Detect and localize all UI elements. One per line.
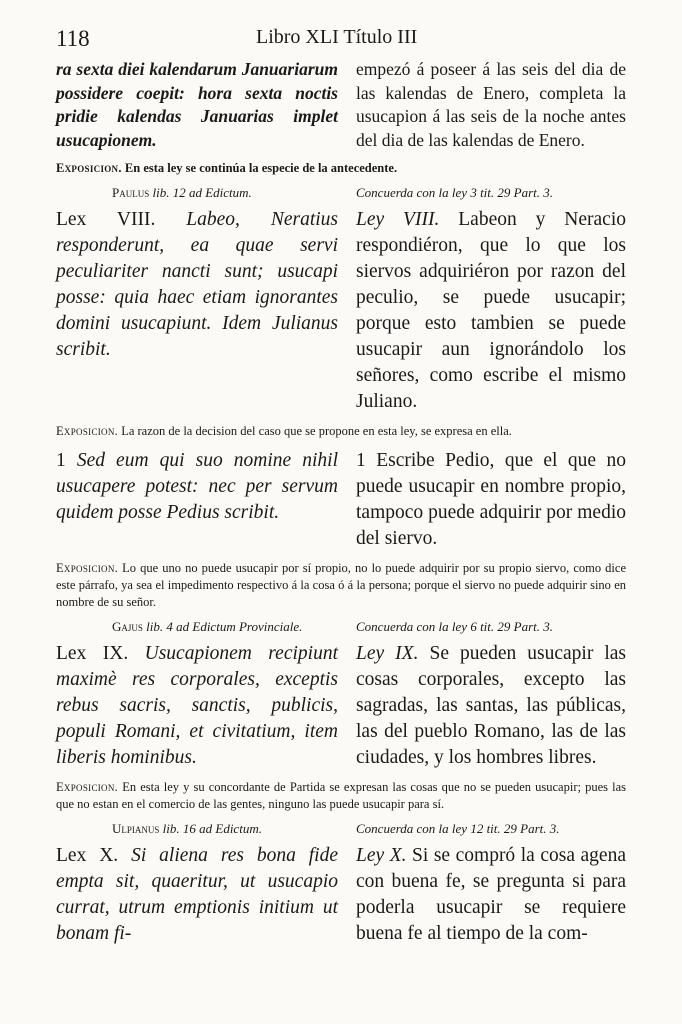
exposicion-3 [56, 560, 626, 611]
section-lex-ix [56, 641, 626, 771]
exposicion-text: Lo que uno no puede usucapir por sí propio, no lo puede adquirir por su propio siervo, como dice este párrafo, ya sea el impedimento respectivo á la cosa ó á la persona; porque el siervo no puede adquirir sino en nombre de su señor. [56, 561, 626, 609]
source-work: lib. 4 ad Edictum Provinciale. [146, 619, 303, 634]
spanish-text [356, 843, 626, 947]
paragraph-number: 1 [356, 450, 366, 471]
latin-body: Si aliena res bona fide empta sit, quaeritur, ut usucapio currat, utrum emptionis initium ut bonam fi- [56, 845, 339, 944]
spanish-body: Escribe Pedio, que el que no puede usucapir en nombre propio, tampoco puede adquirir por medio del siervo. [356, 450, 626, 549]
section-lex-x [56, 843, 626, 947]
latin-text: ra sexta diei kalendarum Januariarum possidere coepit: hora sexta noctis pridie kalendas Januarias implet usucapionem. [56, 59, 338, 150]
concordance: Concuerda con la ley 12 tit. 29 Part. 3. [356, 821, 560, 836]
spanish-body: Labeon y Neracio respondiéron, que lo que los siervos adquiriéron por razon del peculio, se puede usucapir; porque esto tambien se puede usucapir aun ignorándolo los señores, como escribe el mismo Juliano. [356, 209, 626, 412]
exposicion-text: La razon de la decision del caso que se propone en esta ley, se expresa en ella. [121, 424, 512, 438]
ley-heading: Ley VIII. [356, 209, 440, 230]
spanish-text [356, 448, 626, 552]
exposicion-2 [56, 423, 626, 440]
latin-source [56, 185, 338, 201]
source-author: Ulpianus [112, 821, 160, 836]
latin-text [56, 843, 338, 947]
source-author: Gajus [112, 619, 143, 634]
source-author: Paulus [112, 185, 150, 200]
exposicion-text: En esta ley se continúa la especie de la antecedente. [124, 161, 398, 175]
source-line-3 [56, 821, 626, 837]
concordance: Concuerda con la ley 3 tit. 29 Part. 3. [356, 185, 554, 200]
ley-heading: Ley IX. [356, 643, 419, 664]
exposicion-label: Exposicion. [56, 424, 119, 438]
lex-heading: Lex IX. [56, 643, 129, 664]
exposicion-label: Exposicion. [56, 161, 122, 175]
latin-body: Labeo, Neratius responderunt, ea quae servi peculiariter nancti sunt; usucapi posse: quia haec etiam ignorantes domini usucapiunt. Idem Julianus scribit. [56, 209, 339, 360]
concordance: Concuerda con la ley 6 tit. 29 Part. 3. [356, 619, 554, 634]
latin-text [56, 641, 338, 771]
spanish-body: Si se compró la cosa agena con buena fe, se pregunta si para poderla usucapir se requiere buena fe al tiempo de la com- [356, 845, 626, 944]
section-paragraph-1 [56, 448, 626, 552]
page-number: 118 [56, 26, 90, 51]
book-page [56, 24, 626, 951]
page-header [56, 24, 626, 58]
spanish-text [356, 207, 626, 415]
source-line-2 [56, 619, 626, 635]
source-work: lib. 16 ad Edictum. [162, 821, 262, 836]
latin-body: Sed eum qui suo nomine nihil usucapere potest: nec per servum quidem posse Pedius scribit. [56, 450, 338, 523]
exposicion-text: En esta ley y su concordante de Partida se expresan las cosas que no se pueden usucapir; pues las que no estan en el comercio de las gentes, ninguno las puede usucapir para sí. [56, 780, 626, 811]
exposicion-1 [56, 160, 626, 177]
source-line-1 [56, 185, 626, 201]
exposicion-4 [56, 779, 626, 813]
ley-heading: Ley X. [356, 845, 407, 866]
running-title: Libro XLI Título III [256, 26, 418, 48]
source-work: lib. 12 ad Edictum. [152, 185, 252, 200]
spanish-text: empezó á poseer á las seis del dia de las kalendas de Enero, completa la usucapion á las seis de la noche antes del dia de las kalendas de Enero. [356, 59, 626, 150]
spanish-body: Se pueden usucapir las cosas corporales, excepto las sagradas, las santas, las públicas, las del pueblo Romano, las de las ciudades, y los hombres libres. [356, 643, 627, 768]
section-lex-viii [56, 207, 626, 415]
latin-text [56, 448, 338, 552]
section-continuation [56, 58, 626, 152]
spanish-text [356, 641, 626, 771]
latin-source [56, 619, 338, 635]
exposicion-label: Exposicion. [56, 561, 119, 575]
latin-text [56, 207, 338, 415]
latin-body: Usucapionem recipiunt maximè res corporales, exceptis rebus sacris, sanctis, publicis, populi Romani, et civitatium, item liberis hominibus. [56, 643, 338, 768]
paragraph-number: 1 [56, 450, 66, 471]
latin-source [56, 821, 338, 837]
lex-heading: Lex X. [56, 845, 119, 866]
exposicion-label: Exposicion. [56, 780, 119, 794]
lex-heading: Lex VIII. [56, 209, 156, 230]
